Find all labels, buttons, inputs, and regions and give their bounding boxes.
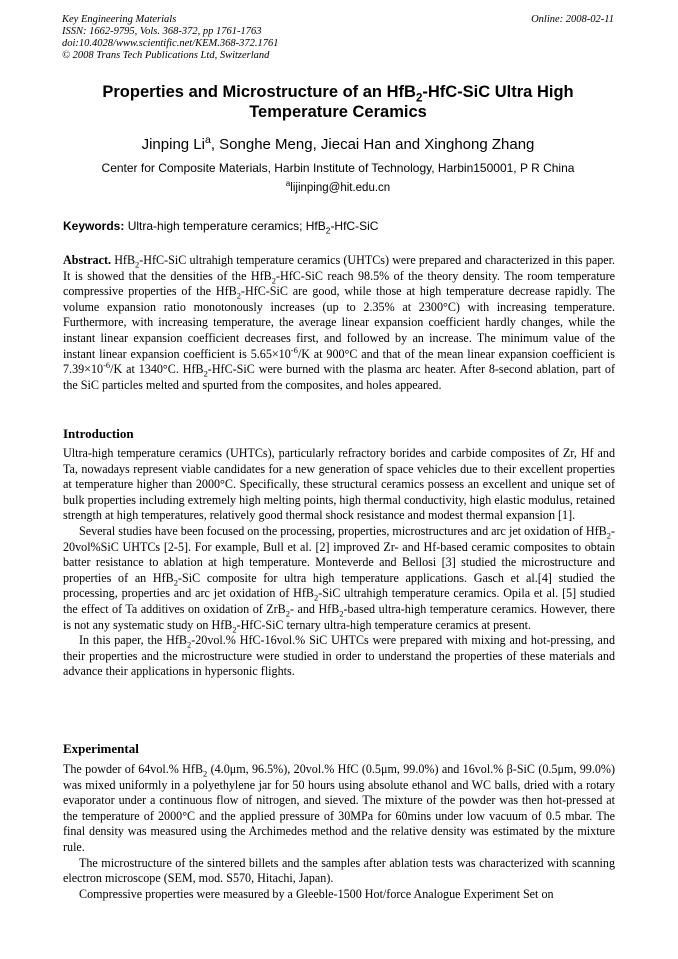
introduction-body (63, 446, 615, 680)
abstract: Abstract. HfB$_2$-HfC-SiC ultrahigh temperature ceramics (UHTCs) were prepared and characterized in this paper. It is showed that the densities of the HfB$_2$-HfC-SiC reach 98.5% of the theory density. The room temperature compressive properties of the HfB$_2$-HfC-SiC are good, while those at high temperature decrease rapidly. The volume expansion ratio monotonously increases (up to 2.35% at 2300°C) with increasing temperature. Furthermore, with increasing temperature, the average linear expansion coefficient hardly changes, while the instant linear expansion coefficient decreases first, and followed by an increase. The minimum value of the instant linear expansion coefficient is $5.65\times 10^{-6}/K$ at 900°C and that of the mean linear expansion coefficient is $7.39\times 10^{-6}/K$ at 1340°C. HfB$_2$-HfC-SiC were burned with the plasma arc heater. After 8-second ablation, part of the SiC particles melted and spurted from the composites, and holes appeared. (63, 253, 616, 392)
exp-paragraph-2: The microstructure of the sintered billets and the samples after ablation tests was characterized with scanning electron microscope (SEM, mod. S570, Hitachi, Japan). (63, 855, 615, 886)
affiliation: Center for Composite Materials, Harbin Institute of Technology, Harbin150001, P R China (101, 161, 575, 175)
copyright-line: © 2008 Trans Tech Publications Ltd, Switzerland (62, 50, 270, 61)
paper-title: Properties and Microstructure of an HfB$_2$-HfC-SiC Ultra High Temperature Ceramics (102, 83, 574, 121)
author-list: Jinping Li$^a$, Songhe Meng, Jiecai Han and Xinghong Zhang (141, 134, 535, 153)
experimental-heading: Experimental (63, 741, 139, 756)
introduction-heading: Introduction (63, 426, 134, 441)
keywords-label: Keywords: (63, 219, 125, 233)
journal-header (62, 14, 614, 62)
intro-paragraph-2: Several studies have been focused on the processing, properties, microstructures and arc jet oxidation of HfB$_2$-20vol%SiC UHTCs [2-5]. For example, Bull et al. [2] improved Zr- and Hf-based ceramic composites to obtain batter resistance to ablation at high temperature. Monteverde and Bellosi [3] studied the microstructure and properties of an HfB$_2$-SiC composite for ultra high temperature applications. Gasch et al.[4] studied the processing, properties and arc jet oxidation of HfB$_2$-SiC ultrahigh temperature ceramics. Opila et al. [5] studied the effect of Ta additives on oxidation of ZrB$_2$- and HfB$_2$-based ultra-high temperature ceramics. However, there is not any systematic study on HfB$_2$-HfC-SiC ternary ultra-high temperature ceramics at present. (63, 523, 615, 634)
online-date: Online: 2008-02-11 (531, 14, 614, 25)
abstract-label: Abstract. (63, 253, 112, 267)
keywords: Keywords: Ultra-high temperature ceramics; HfB$_2$-HfC-SiC (63, 219, 379, 236)
journal-name: Key Engineering Materials (62, 14, 177, 25)
intro-paragraph-1: Ultra-high temperature ceramics (UHTCs), particularly refractory borides and carbide composites of Zr, Hf and Ta, nowadays represent viable candidates for a new generation of space vehicles due to their excellent properties at temperature higher than 2000°C. Specifically, these structural ceramics possess an excellent and unique set of bulk properties including extremely high melting points, high thermal conductivity, high elastic modulus, retained strength at high temperatures, relatively good thermal shock resistance and modest thermal expansion [1]. (63, 446, 615, 523)
doi-line: doi:10.4028/www.scientific.net/KEM.368-372.1761 (62, 38, 279, 49)
intro-paragraph-3: In this paper, the HfB$_2$-20vol.% HfC-16vol.% SiC UHTCs were prepared with mixing and hot-pressing, and their properties and the microstructure were studied in order to understand the properties of these materials and advance their applications in hypersonic flights. (63, 633, 615, 679)
experimental-body (63, 762, 615, 902)
exp-paragraph-1: The powder of 64vol.% HfB$_2$ (4.0μm, 96.5%), 20vol.% HfC (0.5μm, 99.0%) and 16vol.% β-SiC (0.5μm, 99.0%) was mixed uniformly in a polyethylene jar for 50 hours using absolute ethanol and WC balls, dried with a rotary evaporator under a continuous flow of nitrogen, and sieved. The mixture of the powder was then hot-pressed at the temperature of 2000°C and the applied pressure of 30MPa for 60mins under low vacuum of 0.5 mbar. The final density was measured using the Archimedes method and the relative density was estimated by the mixture rule. (63, 762, 615, 854)
author-email: $^a$lijinping@hit.edu.cn (285, 179, 391, 194)
exp-paragraph-3: Compressive properties were measured by a Gleeble-1500 Hot/force Analogue Experiment Set on (79, 886, 554, 901)
issn-line: ISSN: 1662-9795, Vols. 368-372, pp 1761-1763 (62, 26, 262, 37)
